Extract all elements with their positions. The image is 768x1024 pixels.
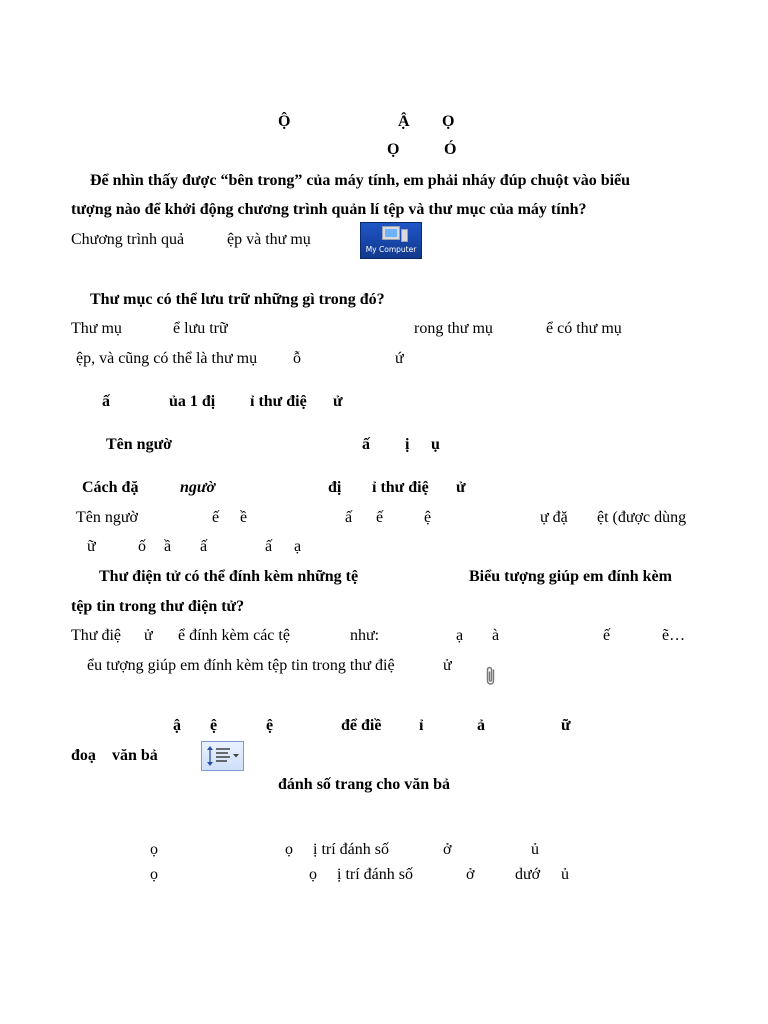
- answer-7-fragment: ọ: [309, 866, 317, 883]
- answer-5-fragment: ẽ…: [662, 627, 686, 644]
- answer-4-fragment: Tên ngườ: [76, 509, 139, 526]
- answer-7-fragment: ọ: [150, 841, 158, 858]
- line-spacing-button[interactable]: [201, 741, 244, 771]
- my-computer-icon[interactable]: [360, 222, 422, 259]
- answer-2-fragment: ứ: [395, 350, 404, 367]
- tower-shape: [401, 229, 408, 242]
- answer-1-fragment: ệp và thư mụ: [227, 231, 311, 248]
- answer-7-fragment: dướ: [515, 866, 541, 883]
- question-6-fragment: ậ: [173, 717, 181, 734]
- answer-7-fragment: ọ: [150, 866, 158, 883]
- answer-5-fragment: ử: [144, 627, 153, 644]
- line-spacing-icon: [202, 742, 243, 770]
- question-4-fragment: ỉ thư điệ: [372, 479, 429, 496]
- my-computer-label: My Computer: [365, 245, 417, 254]
- question-1-line-1: Để nhìn thấy được “bên trong” của máy tính, em phải nháy đúp chuột vào biểu: [90, 172, 631, 189]
- answer-2-fragment: ể lưu trữ: [173, 320, 228, 337]
- answer-4-fragment: ầ: [164, 538, 172, 555]
- question-3-fragment: ấ: [102, 393, 110, 410]
- heading-fragment: Ọ: [387, 141, 400, 158]
- answer-4-fragment: ấ: [200, 538, 208, 555]
- question-1-line-2: tượng nào để khởi động chương trình quản lí tệp và thư mục của máy tính?: [71, 201, 587, 218]
- answer-3-fragment: ấ: [362, 436, 370, 453]
- question-5-line-1: Thư điện tử có thể đính kèm những tệ: [99, 568, 359, 585]
- question-6-fragment: để điề: [341, 717, 382, 734]
- question-6-fragment: ệ: [266, 717, 274, 734]
- answer-2-fragment: ỗ: [293, 350, 301, 367]
- question-5-line-2: tệp tin trong thư điện tử?: [71, 598, 245, 615]
- question-6-line-3: đánh số trang cho văn bả: [278, 776, 451, 793]
- answer-7-fragment: ủ: [531, 841, 539, 858]
- answer-5-fragment: như:: [350, 627, 380, 644]
- heading-fragment: Ộ: [278, 113, 291, 130]
- monitor-shape: [382, 226, 400, 240]
- answer-7-fragment: ủ: [561, 866, 569, 883]
- answer-4-fragment: ạ: [294, 538, 302, 555]
- answer-3-fragment: ị: [405, 436, 410, 453]
- answer-5-fragment: ểu tượng giúp em đính kèm tệp tin trong thư điệ: [87, 657, 395, 674]
- answer-1-fragment: Chương trình quả: [71, 231, 185, 248]
- answer-4-fragment: ấ: [265, 538, 273, 555]
- answer-2-fragment: ệp, và cũng có thể là thư mụ: [76, 350, 258, 367]
- answer-5-fragment: ử: [443, 657, 452, 674]
- answer-7-fragment: ở: [443, 841, 452, 858]
- question-6-fragment: ữ: [561, 717, 571, 734]
- question-4-fragment: Cách đặ: [82, 479, 139, 496]
- heading-fragment: Ậ: [398, 113, 410, 130]
- answer-2-fragment: rong thư mụ: [414, 320, 493, 337]
- answer-5-fragment: Thư điệ: [71, 627, 121, 644]
- question-3-fragment: ủa 1 đị: [169, 393, 216, 410]
- question-2: Thư mục có thể lưu trữ những gì trong đó?: [90, 291, 385, 308]
- question-6-fragment: ả: [477, 717, 485, 734]
- question-6-fragment: đoạ: [71, 747, 96, 764]
- monitor-screen: [385, 229, 397, 237]
- question-6-fragment: ệ: [210, 717, 218, 734]
- answer-4-fragment: ế: [376, 509, 384, 526]
- question-4-fragment: ngườ: [180, 479, 216, 496]
- answer-5-fragment: ạ: [456, 627, 464, 644]
- answer-2-fragment: ể có thư mụ: [546, 320, 622, 337]
- answer-7-fragment: ị trí đánh số: [337, 866, 413, 883]
- answer-5-fragment: ế: [603, 627, 611, 644]
- question-4-fragment: đị: [328, 479, 342, 496]
- question-6-fragment: ỉ: [419, 717, 424, 734]
- answer-7-fragment: ọ: [285, 841, 293, 858]
- answer-3-fragment: ụ: [431, 436, 440, 453]
- question-3-fragment: ử: [333, 393, 343, 410]
- answer-3-fragment: Tên ngườ: [106, 436, 173, 453]
- question-3-fragment: ỉ thư điệ: [250, 393, 307, 410]
- answer-4-fragment: ấ: [345, 509, 353, 526]
- answer-5-fragment: à: [492, 627, 500, 644]
- heading-fragment: Ó: [444, 141, 457, 158]
- question-5-line-1b: Biểu tượng giúp em đính kèm: [469, 568, 672, 585]
- answer-4-fragment: ệ: [424, 509, 432, 526]
- answer-4-fragment: ố: [138, 538, 146, 555]
- answer-4-fragment: ự đặ: [540, 509, 568, 526]
- answer-7-fragment: ị trí đánh số: [313, 841, 389, 858]
- question-6-fragment: văn bả: [112, 747, 158, 764]
- answer-5-fragment: ể đính kèm các tệ: [178, 627, 290, 644]
- answer-2-fragment: Thư mụ: [71, 320, 122, 337]
- answer-4-fragment: ế: [212, 509, 220, 526]
- answer-4-fragment: ề: [240, 509, 248, 526]
- answer-4-fragment: ệt (được dùng: [597, 509, 687, 526]
- question-4-fragment: ử: [456, 479, 466, 496]
- heading-fragment: Ọ: [442, 113, 455, 130]
- paperclip-icon[interactable]: [483, 665, 499, 687]
- answer-4-fragment: ữ: [87, 538, 96, 555]
- answer-7-fragment: ở: [466, 866, 475, 883]
